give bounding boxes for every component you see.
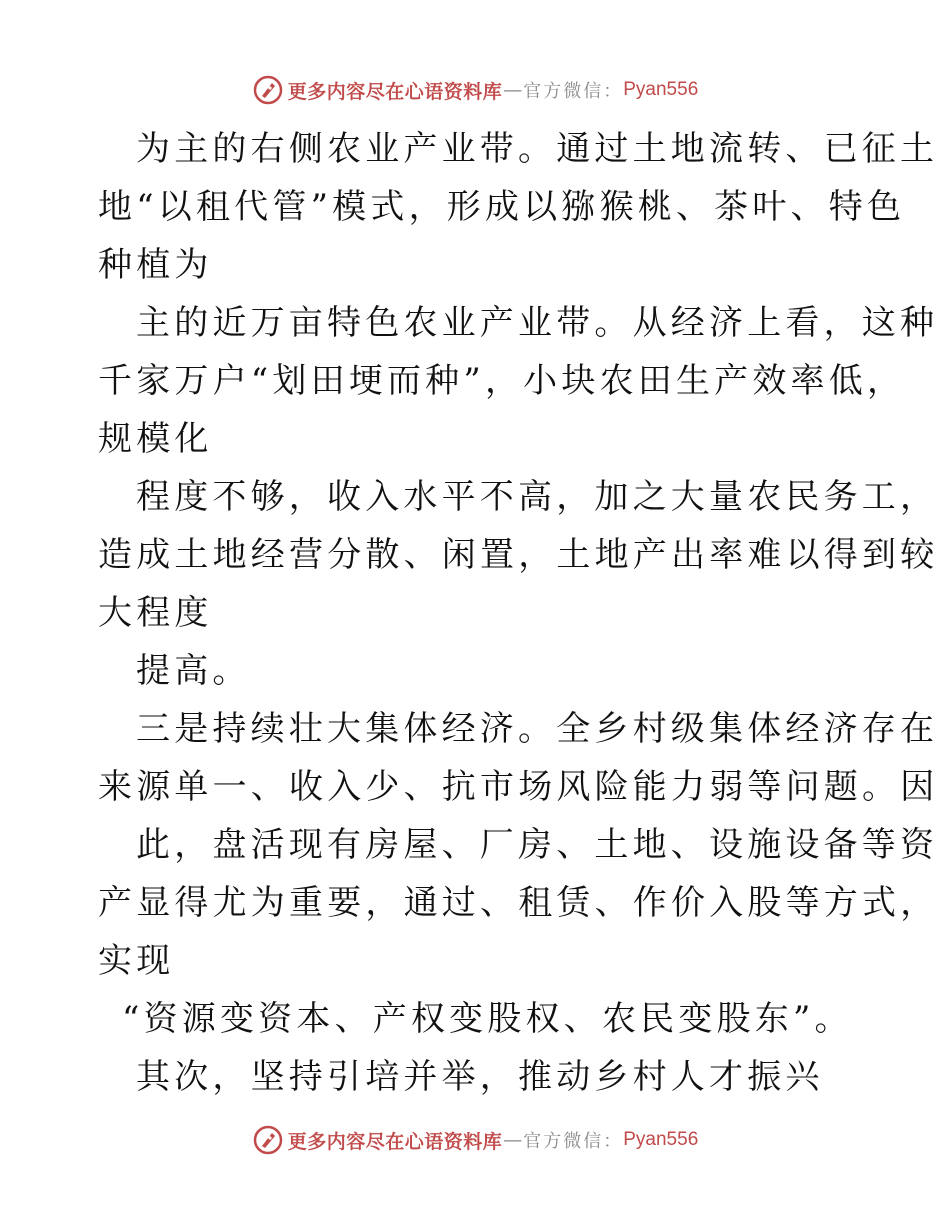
body-line: 程度不够，收入水平不高，加之大量农民务工， <box>136 477 939 517</box>
body-line: 三是持续壮大集体经济。全乡村级集体经济存在 <box>136 709 939 749</box>
banner-separator: — <box>503 79 523 101</box>
banner-wechat-id: Pyan556 <box>623 1129 699 1150</box>
body-line: 主的近万亩特色农业产业带。从经济上看，这种 <box>136 303 939 343</box>
body-line: 产显得尤为重要，通过、租赁、作价入股等方式， <box>98 883 939 923</box>
banner-title: 更多内容尽在心语资料库 <box>287 80 503 103</box>
banner-subtitle: 官方微信： <box>523 81 624 102</box>
body-line: 其次，坚持引培并举，推动乡村人才振兴 <box>136 1057 824 1097</box>
banner-wechat-id: Pyan556 <box>623 79 699 100</box>
pen-nib-logo-icon <box>252 74 284 106</box>
body-line: “资源变资本、产权变股权、农民变股东”。 <box>122 999 853 1039</box>
body-line: 来源单一、收入少、抗市场风险能力弱等问题。因 <box>98 767 939 807</box>
body-line: 实现 <box>98 941 175 981</box>
body-line: 规模化 <box>98 419 213 459</box>
body-line: 种植为 <box>98 245 213 285</box>
header-banner <box>0 70 950 110</box>
banner-title: 更多内容尽在心语资料库 <box>287 1130 503 1153</box>
body-line: 大程度 <box>98 593 213 633</box>
footer-banner <box>0 1120 950 1160</box>
body-line: 地“以租代管”模式，形成以猕猴桃、茶叶、特色 <box>98 187 906 227</box>
document-body <box>98 120 939 1106</box>
body-line: 此，盘活现有房屋、厂房、土地、设施设备等资 <box>136 825 939 865</box>
body-line: 千家万户“划田埂而种”，小块农田生产效率低， <box>98 361 906 401</box>
body-line: 提高。 <box>136 651 251 691</box>
pen-nib-logo-icon <box>252 1124 284 1156</box>
banner-subtitle: 官方微信： <box>523 1131 624 1152</box>
banner-separator: — <box>503 1129 523 1151</box>
body-line: 为主的右侧农业产业带。通过土地流转、已征土 <box>136 129 939 169</box>
body-line: 造成土地经营分散、闲置，土地产出率难以得到较 <box>98 535 939 575</box>
